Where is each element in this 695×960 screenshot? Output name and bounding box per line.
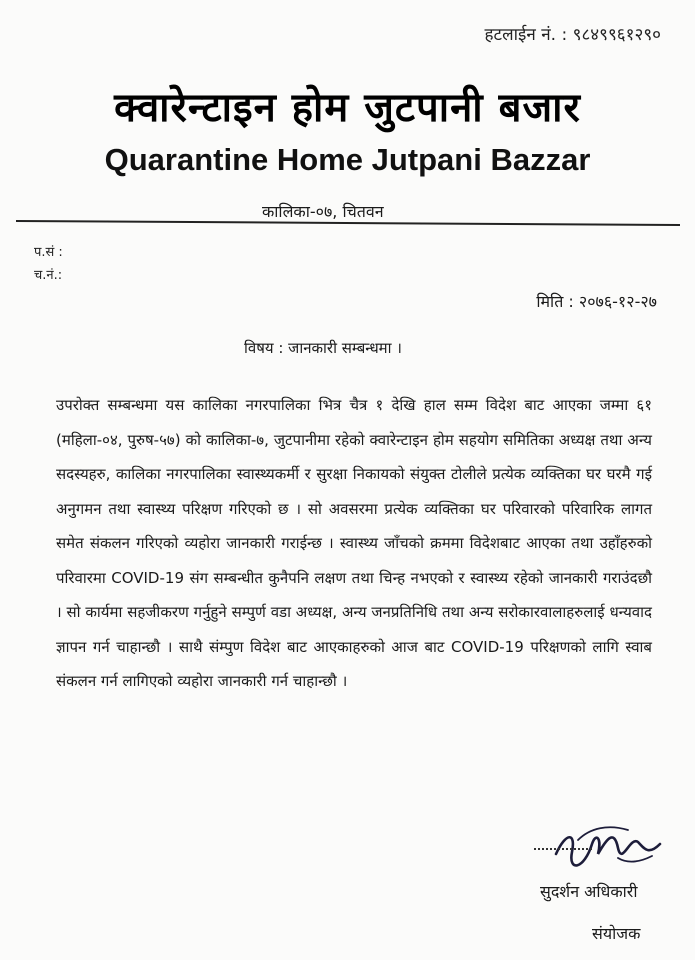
letter-body: उपरोक्त सम्बन्धमा यस कालिका नगरपालिका भित्र चैत्र १ देखि हाल सम्म विदेश बाट आएका जम्मा ६१ (महिला-०४, पुरुष-५७) को कालिका-७, जुटपानीमा रहेको क्वारेन्टाइन होम सहयोग समितिका अध्यक्ष तथा अन्य सदस्यहरु, कालिका नगरपालिका स्वास्थ्यकर्मी र सुरक्षा निकायको संयुक्त टोलीले प्रत्येक व्यक्तिका घर घरमै गई अनुगमन तथा स्वास्थ्य परिक्षण गरिएको छ । सो अवसरमा प्रत्येक व्यक्तिका घर परिवारको परिवारिक लागत समेत संकलन गरिएको व्यहोरा जानकारी गराईन्छ । स्वास्थ्य जाँचको क्रममा विदेशबाट आएका तथा उहाँहरुको परिवारमा COVID-19 संग सम्बन्धीत कुनैपनि लक्षण तथा चिन्ह नभएको र स्वास्थ्य रहेको जानकारी गराउंदछौ । सो कार्यमा सहजीकरण गर्नुहुने सम्पुर्ण वडा अध्यक्ष, अन्य जनप्रतिनिधि तथा अन्य सरोकारवालाहरुलाई धन्यवाद ज्ञापन गर्न चाहान्छौ । साथै संम्पुण विदेश बाट आएकाहरुको आज बाट COVID-19 परिक्षणको लागि स्वाब संकलन गर्न लागिएको व्यहोरा जानकारी गर्न चाहान्छौ । [56, 396, 652, 690]
dispatch-number: च.नं.: [34, 268, 63, 283]
signer-name: सुदर्शन अधिकारी [540, 882, 638, 901]
address: कालिका-०७, चितवन [262, 202, 384, 221]
signature-line [534, 848, 592, 850]
title-nepali: क्वारेन्टाइन होम जुटपानी बजार [114, 85, 581, 131]
title-english: Quarantine Home Jutpani Bazzar [104, 142, 591, 177]
signer-role: संयोजक [592, 924, 641, 943]
letter-subject: विषय : जानकारी सम्बन्धमा । [244, 339, 402, 357]
reference-number: प.सं : [34, 245, 63, 260]
hotline-number: हटलाईन नं. : ९८४९९६१२९० [484, 25, 661, 45]
letter-date: मिति : २०७६-१२-२७ [536, 292, 657, 311]
